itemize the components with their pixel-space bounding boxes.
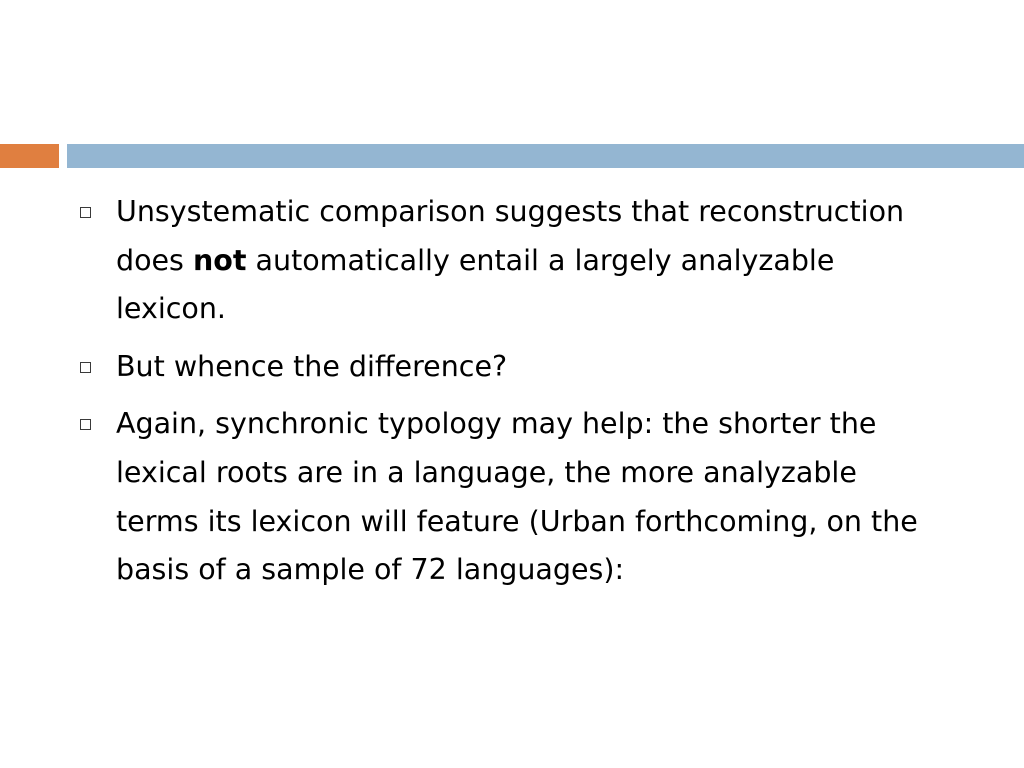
bullet-item-2	[78, 343, 938, 392]
bullet-item-1	[78, 188, 938, 334]
bullet-2-text: But whence the difference?	[116, 349, 508, 383]
header-bar	[67, 144, 1024, 168]
bullet-list	[78, 188, 938, 604]
square-bullet-icon	[80, 419, 91, 430]
accent-bar	[0, 144, 59, 168]
square-bullet-icon	[80, 207, 91, 218]
bullet-3-text: Again, synchronic typology may help: the shorter the lexical roots are in a language, the more analyzable terms its lexicon will feature (Urban forthcoming, on the basis of a sample of 72 languages):	[116, 407, 918, 587]
bullet-1-text-after: automatically entail a largely analyzable lexicon.	[116, 243, 835, 326]
bullet-1-text-before: Unsystematic comparison suggests that reconstruction does	[116, 195, 905, 277]
square-bullet-icon	[80, 362, 91, 373]
bullet-1-emphasis: not	[192, 243, 247, 277]
bullet-item-3	[78, 400, 938, 594]
